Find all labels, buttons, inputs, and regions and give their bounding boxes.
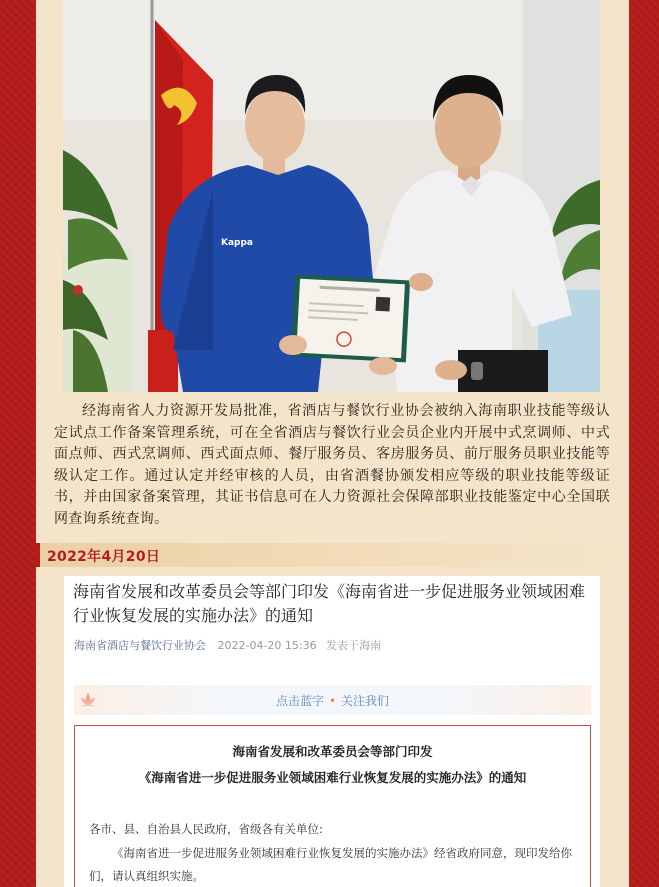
follow-cta[interactable] [74, 692, 591, 709]
separator-dot-icon: • [328, 694, 337, 708]
certificate-presentation-photo [63, 0, 600, 392]
article-card[interactable] [64, 576, 600, 887]
notice-title-line-1: 海南省发展和改革委员会等部门印发 [232, 744, 433, 759]
publish-location: 发表于海南 [326, 639, 382, 652]
notice-salutation: 各市、县、自治县人民政府，省级各有关单位: [89, 822, 323, 836]
date-label: 2022年4月20日 [47, 549, 161, 565]
account-name-link[interactable]: 海南省酒店与餐饮行业协会 [74, 639, 206, 652]
notice-box [74, 725, 591, 887]
publish-time: 2022-04-20 15:36 [217, 639, 317, 652]
right-frame-border [629, 0, 659, 887]
follow-banner[interactable] [74, 685, 591, 715]
photo-illustration [63, 0, 600, 392]
article-title[interactable]: 海南省发展和改革委员会等部门印发《海南省进一步促进服务业领域困难行业恢复发展的实施办法》的通知 [73, 582, 586, 625]
follow-us-text[interactable]: 关注我们 [341, 694, 390, 708]
content-panel [36, 0, 629, 887]
notice-body: 《海南省进一步促进服务业领域困难行业恢复发展的实施办法》经省政府同意，现印发给你们，请认真组织实施。 [89, 846, 572, 883]
notice-title-line-2: 《海南省进一步促进服务业领域困难行业恢复发展的实施办法》的通知 [138, 770, 527, 785]
date-header [36, 543, 629, 567]
left-frame-border [0, 0, 36, 887]
article-meta [74, 637, 381, 653]
click-blue-text[interactable]: 点击蓝字 [275, 694, 324, 708]
jersey-logo-text: Kappa [221, 238, 254, 248]
date-accent-mark [36, 543, 40, 567]
intro-paragraph: 经海南省人力资源开发局批准，省酒店与餐饮行业协会被纳入海南职业技能等级认定试点工作备案管理系统，可在全省酒店与餐饮行业会员企业内开展中式烹调师、中式面点师、西式烹调师、西式面点师、餐厅服务员、客房服务员、前厅服务员职业技能等级认定工作。通过认定并经审核的人员，由省酒餐协颁发相应等级的职业技能等级证书，并由国家备案管理，其证书信息可在人力资源社会保障部职业技能鉴定中心全国联网查询系统查询。 [54, 403, 610, 527]
